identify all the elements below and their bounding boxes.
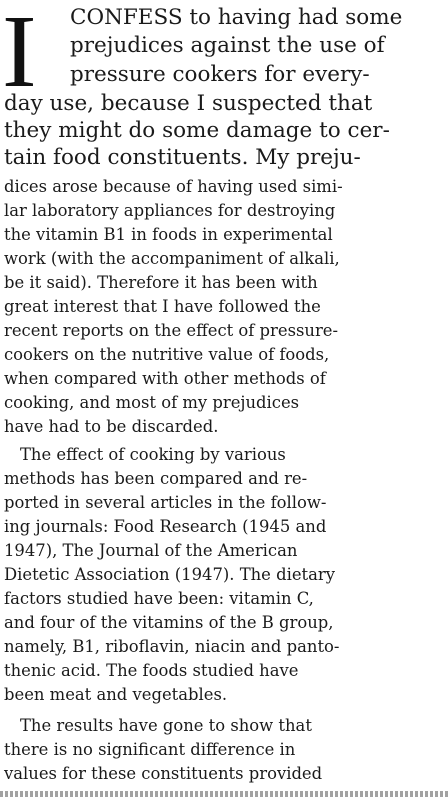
- text-line: methods has been compared and re-: [4, 469, 308, 488]
- text-line: work (with the accompaniment of alkali,: [4, 249, 340, 268]
- text-line: when compared with other methods of: [4, 369, 326, 388]
- text-line: The results have gone to show that: [20, 716, 312, 735]
- text-line: have had to be discarded.: [4, 417, 219, 436]
- text-line: ported in several articles in the follow-: [4, 493, 327, 512]
- text-line: pressure cookers for every-: [70, 62, 370, 87]
- text-line: and four of the vitamins of the B group,: [4, 613, 334, 632]
- page-bottom-rule: [0, 791, 448, 797]
- text-line: cookers on the nutritive value of foods,: [4, 345, 330, 364]
- text-line: been meat and vegetables.: [4, 685, 228, 704]
- text-line: The effect of cooking by various: [20, 445, 286, 464]
- text-line: tain food constituents. My preju-: [4, 145, 361, 170]
- text-line: thenic acid. The foods studied have: [4, 661, 299, 680]
- text-line: be it said). Therefore it has been with: [4, 273, 318, 292]
- text-line: CONFESS to having had some: [70, 5, 403, 30]
- text-line: dices arose because of having used simi-: [4, 177, 343, 196]
- text-line: prejudices against the use of: [70, 33, 385, 58]
- text-line: ing journals: Food Research (1945 and: [4, 517, 327, 536]
- text-line: recent reports on the effect of pressure-: [4, 321, 339, 340]
- text-line: the vitamin B1 in foods in experimental: [4, 225, 333, 244]
- text-line: they might do some damage to cer-: [4, 118, 390, 143]
- text-line: there is no significant difference in: [4, 740, 296, 759]
- drop-cap: I: [2, 0, 37, 109]
- text-line: namely, B1, riboflavin, niacin and panto-: [4, 637, 340, 656]
- text-line: lar laboratory appliances for destroying: [4, 201, 336, 220]
- text-line: cooking, and most of my prejudices: [4, 393, 300, 412]
- text-line: values for these constituents provided: [4, 764, 323, 783]
- text-line: 1947), The Journal of the American: [4, 541, 298, 560]
- text-line: factors studied have been: vitamin C,: [4, 589, 314, 608]
- text-line: day use, because I suspected that: [4, 91, 373, 116]
- text-line: great interest that I have followed the: [4, 297, 321, 316]
- text-line: Dietetic Association (1947). The dietary: [4, 565, 335, 584]
